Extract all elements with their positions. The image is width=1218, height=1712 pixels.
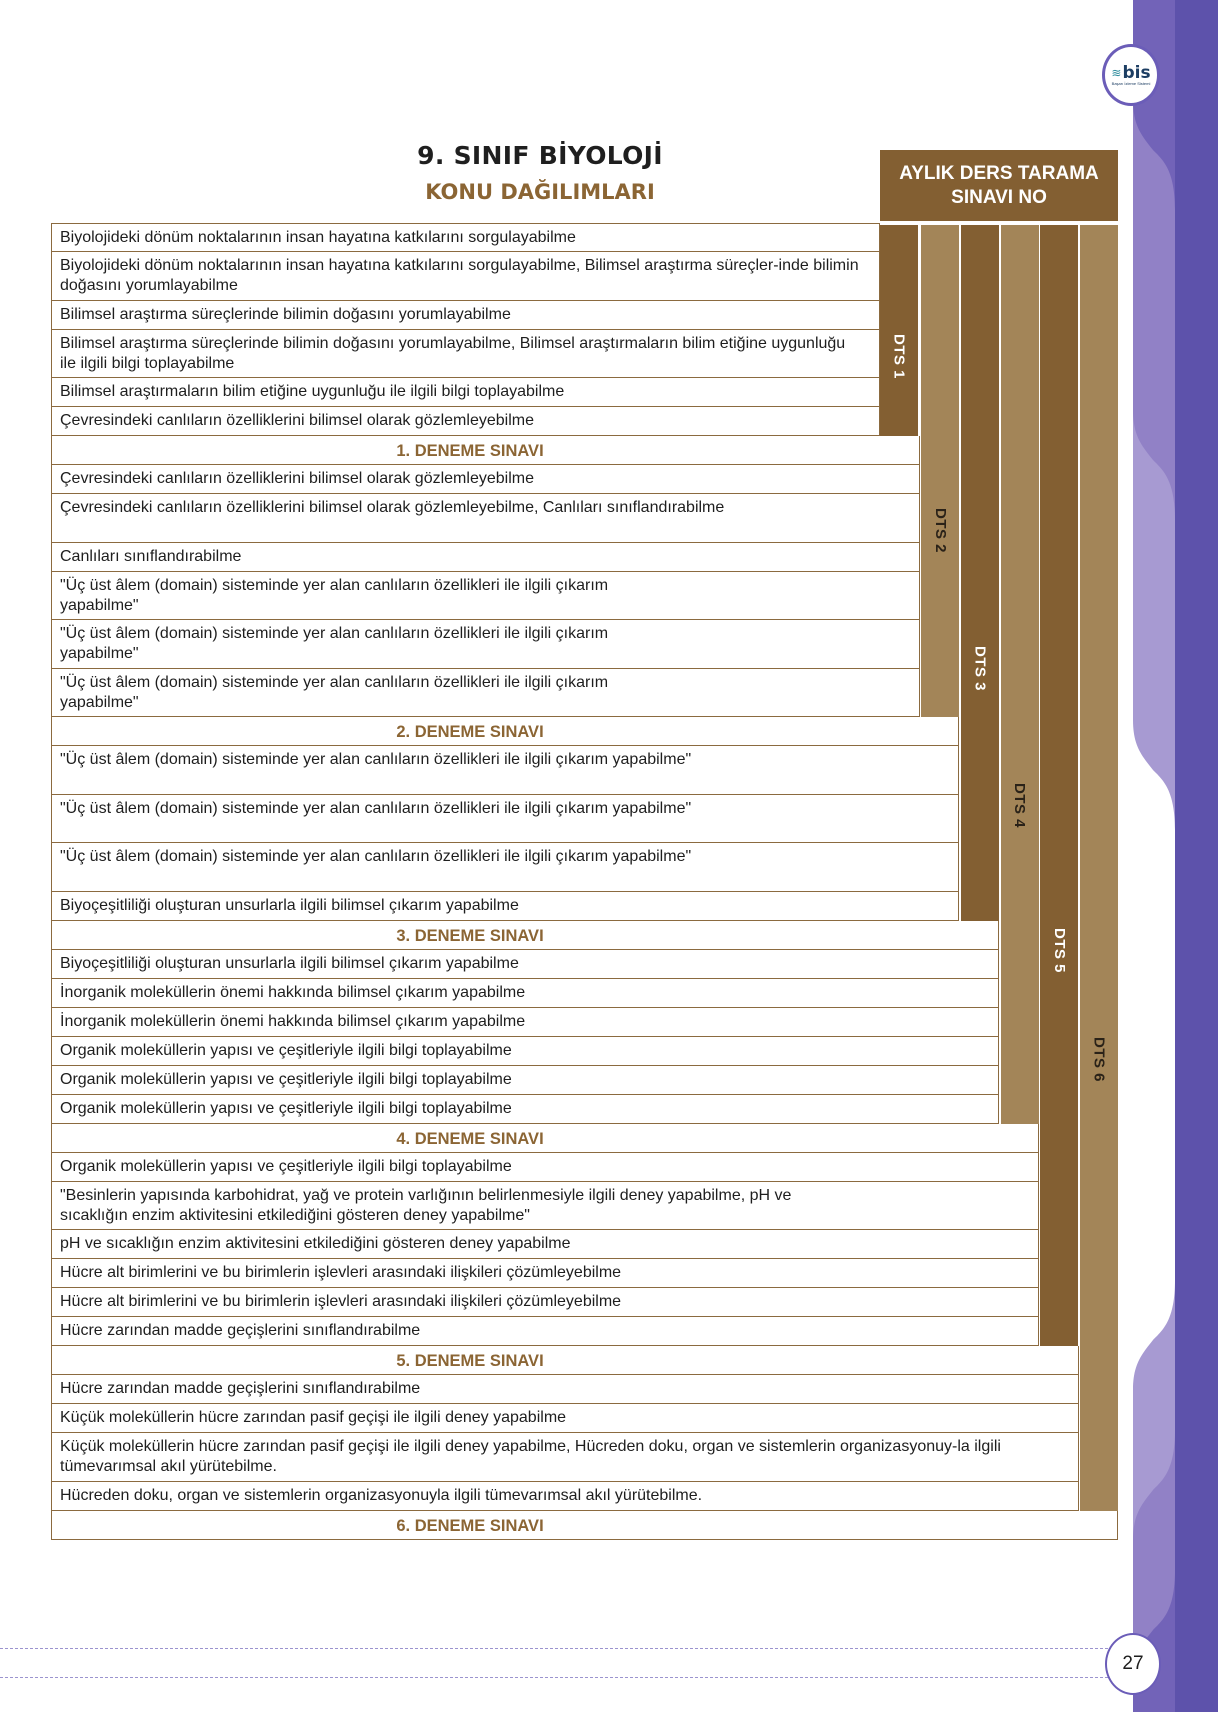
- topic-text: Biyoçeşitliliği oluşturan unsurlarla ilgili bilimsel çıkarım yapabilme: [60, 896, 519, 914]
- exam-label: 4. DENEME SINAVI: [396, 1129, 544, 1148]
- topic-text: Çevresindeki canlıların özelliklerini bilimsel olarak gözlemleyebilme: [60, 412, 534, 429]
- topic-row: [51, 407, 880, 436]
- dts-label: DTS 3: [971, 645, 989, 691]
- dts-label: DTS 5: [1050, 928, 1068, 974]
- exam-separator-row: [51, 1346, 1079, 1375]
- page-subtitle: KONU DAĞILIMLARI: [425, 180, 655, 204]
- topic-text: pH ve sıcaklığın enzim aktivitesini etkilediğini gösteren deney yapabilme: [60, 1235, 571, 1252]
- topic-text: Organik moleküllerin yapısı ve çeşitleriyle ilgili bilgi toplayabilme: [60, 1157, 512, 1175]
- topic-row: [51, 301, 880, 330]
- topic-row: [51, 1288, 1039, 1317]
- topic-text: Organik moleküllerin yapısı ve çeşitleriyle ilgili bilgi toplayabilme: [60, 1041, 512, 1059]
- topic-text: Bilimsel araştırmaların bilim etiğine uygunluğu ile ilgili bilgi toplayabilme: [60, 383, 565, 400]
- sidebar-wave-top: [1133, 0, 1175, 830]
- topic-row: [51, 1037, 999, 1066]
- topic-row: [51, 1095, 999, 1124]
- topic-text: Hücre zarından madde geçişlerini sınıflandırabilme: [60, 1380, 421, 1397]
- exam-label: 5. DENEME SINAVI: [396, 1352, 544, 1370]
- topic-text: Biyolojideki dönüm noktalarının insan hayatına katkılarını sorgulayabilme, Bilimsel araştırma süreçler-inde bilimin doğasını yorumlayabilme: [60, 257, 859, 294]
- topic-text: Bilimsel araştırma süreçlerinde bilimin doğasını yorumlayabilme, Bilimsel araştırmaların bilim etiğine uygunluğu ile ilgili bilgi toplayabilme: [60, 334, 846, 372]
- exam-separator-row: [51, 717, 959, 746]
- dts-column-1: [880, 223, 918, 436]
- exam-label: 2. DENEME SINAVI: [396, 723, 544, 741]
- sidebar-band: [1175, 0, 1218, 1712]
- topic-row: [51, 252, 880, 301]
- topic-text: Çevresindeki canlıların özelliklerini bilimsel olarak gözlemleyebilme, Canlıları sınıflandırabilme: [60, 499, 725, 516]
- topic-row: [51, 950, 999, 979]
- topic-text: Organik moleküllerin yapısı ve çeşitleriyle ilgili bilgi toplayabilme: [60, 1070, 512, 1088]
- topic-row: [51, 1482, 1079, 1511]
- page-title: 9. SINIF BİYOLOJİ: [417, 141, 663, 170]
- topic-row: [51, 1433, 1079, 1482]
- exam-separator-row: [51, 921, 999, 950]
- topic-row: [51, 378, 880, 407]
- topic-text: "Üç üst âlem (domain) sisteminde yer alan canlıların özellikleri ile ilgili çıkarım yapabilme": [60, 576, 609, 614]
- topic-row: [51, 1153, 1039, 1182]
- topic-text: Organik moleküllerin yapısı ve çeşitleriyle ilgili bilgi toplayabilme: [60, 1099, 512, 1117]
- exam-label: 1. DENEME SINAVI: [396, 442, 544, 460]
- topic-text: Küçük moleküllerin hücre zarından pasif geçişi ile ilgili deney yapabilme, Hücreden doku, organ ve sistemlerin organizasyonuy-la ilgili tümevarımsal akıl yürütebilme.: [60, 1438, 1001, 1475]
- topic-row: [51, 572, 920, 621]
- footer-dashed-line: [0, 1648, 1108, 1649]
- page-number: 27: [1105, 1633, 1161, 1695]
- topic-row: [51, 669, 920, 718]
- topic-text: Bilimsel araştırma süreçlerinde bilimin doğasını yorumlayabilme: [60, 305, 511, 323]
- dts-label: DTS 6: [1090, 1037, 1108, 1083]
- dts-column-5: [1040, 223, 1078, 1346]
- dts-column-3: [961, 223, 999, 921]
- footer-dashed-line: [0, 1677, 1108, 1678]
- exam-number-header: [880, 150, 1118, 221]
- topic-text: İnorganik moleküllerin önemi hakkında bilimsel çıkarım yapabilme: [60, 1012, 526, 1030]
- exam-number-header-text: AYLIK DERS TARAMA SINAVI NO: [899, 162, 1099, 208]
- dts-column-4: [1001, 223, 1039, 1124]
- topic-text: Biyoçeşitliliği oluşturan unsurlarla ilgili bilimsel çıkarım yapabilme: [60, 954, 519, 972]
- topic-text: Hücre alt birimlerini ve bu birimlerin işlevleri arasındaki ilişkileri çözümleyebilme: [60, 1293, 622, 1310]
- exam-separator-row: [51, 1124, 1039, 1153]
- logo-text: bis: [1122, 62, 1151, 83]
- topic-text: Canlıları sınıflandırabilme: [60, 547, 242, 565]
- topic-text: Hücreden doku, organ ve sistemlerin organizasyonuyla ilgili tümevarımsal akıl yürütebilme.: [60, 1486, 703, 1504]
- topic-text: "Üç üst âlem (domain) sisteminde yer alan canlıların özellikleri ile ilgili çıkarım yapabilme": [60, 751, 692, 768]
- topic-text: "Üç üst âlem (domain) sisteminde yer alan canlıların özellikleri ile ilgili çıkarım yapabilme": [60, 625, 609, 662]
- topic-text: "Besinlerin yapısında karbohidrat, yağ ve protein varlığının belirlenmesiyle ilgili deney yapabilme, pH ve sıcaklığın enzim aktivitesini etkilediğini gösteren deney yapabilme": [60, 1186, 792, 1224]
- topic-text: Hücre alt birimlerini ve bu birimlerin işlevleri arasındaki ilişkileri çözümleyebilme: [60, 1264, 622, 1281]
- topic-text: Biyolojideki dönüm noktalarının insan hayatına katkılarını sorgulayabilme: [60, 229, 576, 246]
- topic-row: [51, 979, 999, 1008]
- topic-text: Hücre zarından madde geçişlerini sınıflandırabilme: [60, 1322, 421, 1339]
- topic-row: [51, 465, 920, 494]
- bis-logo-icon: ≋: [1111, 65, 1122, 80]
- topic-text: "Üç üst âlem (domain) sisteminde yer alan canlıların özellikleri ile ilgili çıkarım yapabilme": [60, 848, 692, 865]
- topic-row: [51, 223, 880, 252]
- dts-label: DTS 1: [890, 333, 908, 379]
- topic-row: [51, 795, 959, 844]
- topic-row: [51, 1259, 1039, 1288]
- topic-text: Çevresindeki canlıların özelliklerini bilimsel olarak gözlemleyebilme: [60, 470, 534, 487]
- topic-row: [51, 892, 959, 921]
- topic-text: "Üç üst âlem (domain) sisteminde yer alan canlıların özellikleri ile ilgili çıkarım yapabilme": [60, 673, 609, 711]
- dts-label: DTS 2: [931, 507, 949, 553]
- topic-row: [51, 494, 920, 543]
- topic-row: [51, 1375, 1079, 1404]
- topic-row: [51, 620, 920, 669]
- dts-column-2: [921, 223, 959, 717]
- topic-row: [51, 1230, 1039, 1259]
- topic-text: İnorganik moleküllerin önemi hakkında bilimsel çıkarım yapabilme: [60, 983, 526, 1001]
- exam-separator-row: [51, 436, 920, 465]
- exam-separator-row: [51, 1511, 1118, 1540]
- topic-text: Küçük moleküllerin hücre zarından pasif geçişi ile ilgili deney yapabilme: [60, 1409, 567, 1426]
- topic-row: [51, 1008, 999, 1037]
- topic-row: [51, 330, 880, 379]
- exam-label: 3. DENEME SINAVI: [396, 926, 544, 945]
- topic-row: [51, 1317, 1039, 1346]
- dts-column-6: [1080, 223, 1118, 1511]
- topic-row: [51, 1182, 1039, 1231]
- topic-row: [51, 746, 959, 795]
- topic-text: "Üç üst âlem (domain) sisteminde yer alan canlıların özellikleri ile ilgili çıkarım yapabilme": [60, 799, 692, 817]
- exam-label: 6. DENEME SINAVI: [396, 1516, 544, 1535]
- topic-row: [51, 1066, 999, 1095]
- topic-row: [51, 543, 920, 572]
- topic-row: [51, 843, 959, 892]
- logo-tagline: Başarı İzleme Sistemi: [1111, 80, 1151, 86]
- dts-label: DTS 4: [1011, 783, 1029, 829]
- topic-row: [51, 1404, 1079, 1433]
- bis-logo: [1102, 44, 1160, 106]
